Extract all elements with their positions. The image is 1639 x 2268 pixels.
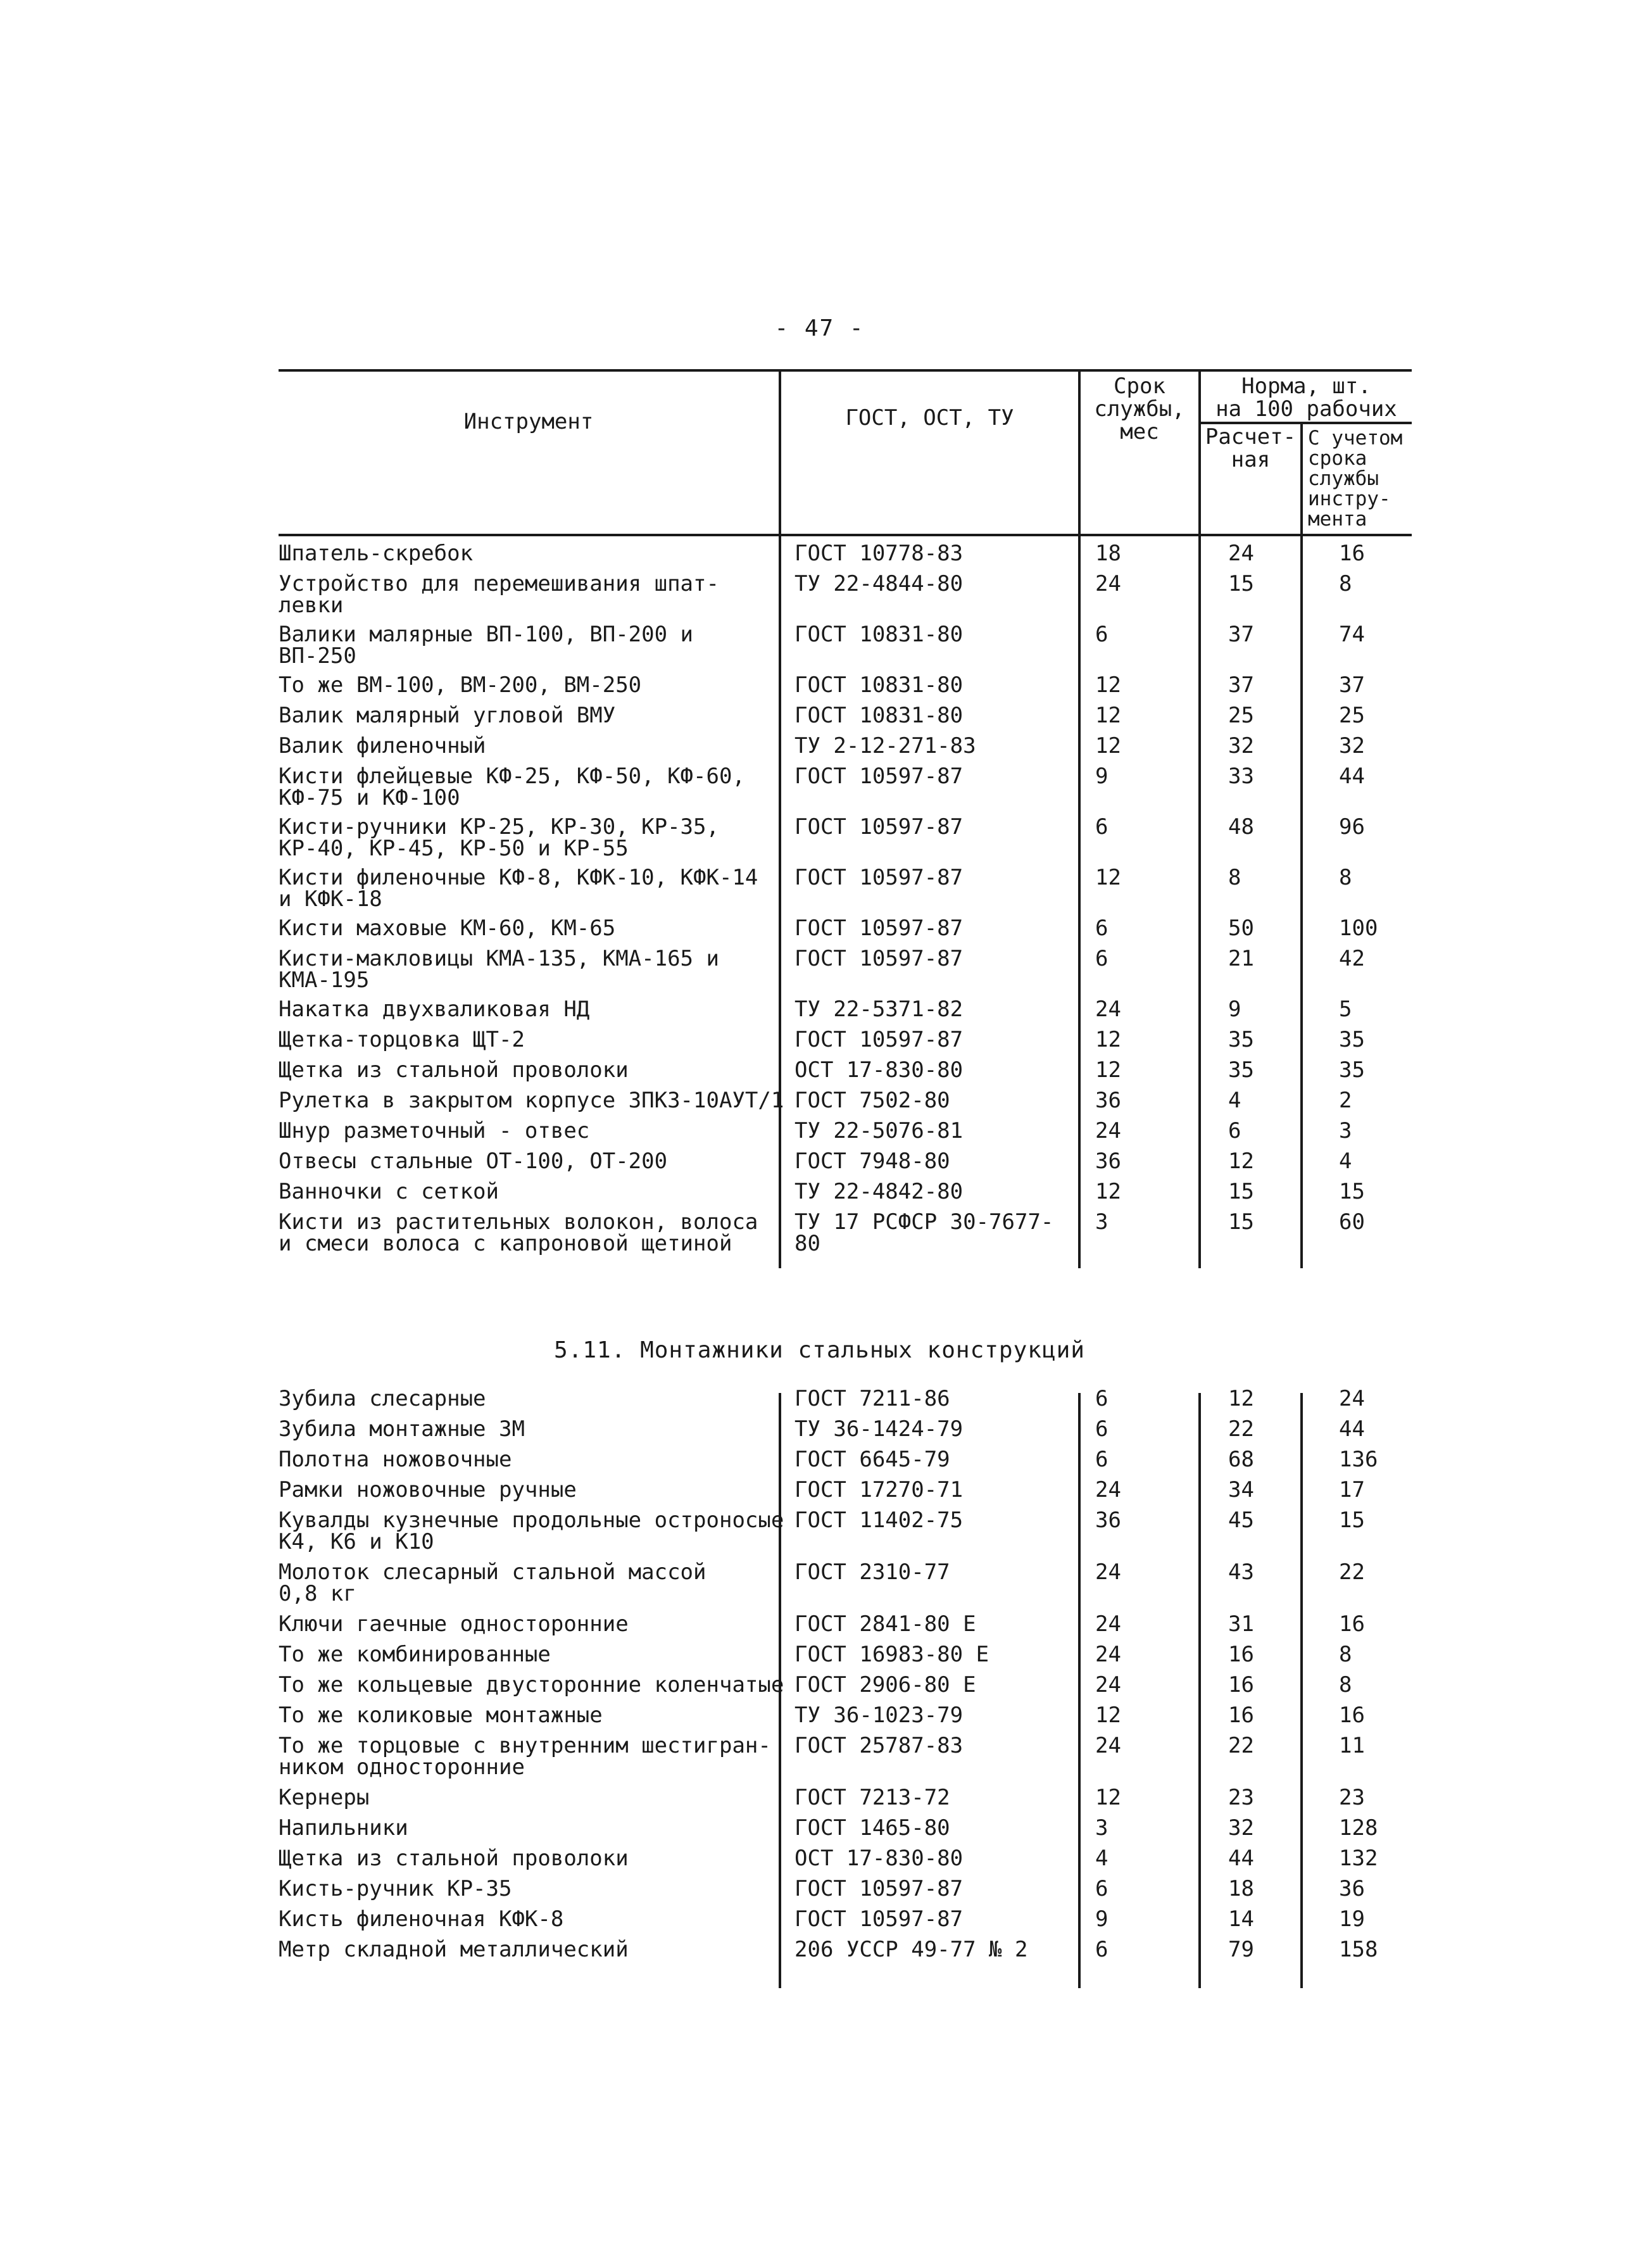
header-term: Срок службы, мес	[1094, 374, 1185, 444]
header-gost: ГОСТ, ОСТ, ТУ	[845, 405, 1014, 431]
norm-calculated: 43	[1228, 1559, 1254, 1585]
norm-calculated: 34	[1228, 1477, 1254, 1503]
standard-ref: ГОСТ 10597-87	[794, 916, 964, 941]
table2-col-line-3	[1198, 1393, 1201, 1988]
norm-calculated: 16	[1228, 1703, 1254, 1728]
norm-calculated: 12	[1228, 1386, 1254, 1411]
standard-ref: ГОСТ 10597-87	[794, 814, 964, 840]
norm-adjusted: 36	[1339, 1876, 1365, 1901]
norm-adjusted: 32	[1339, 733, 1365, 759]
standard-ref: ГОСТ 1465-80	[794, 1815, 950, 1841]
service-term: 12	[1095, 1785, 1121, 1810]
standard-ref: ГОСТ 7211-86	[794, 1386, 950, 1411]
standard-ref: ГОСТ 7948-80	[794, 1149, 950, 1174]
norm-adjusted: 132	[1339, 1846, 1378, 1871]
standard-ref: ТУ 2-12-271-83	[794, 733, 976, 759]
service-term: 6	[1095, 946, 1108, 971]
norm-calculated: 15	[1228, 1209, 1254, 1235]
norm-calculated: 35	[1228, 1057, 1254, 1083]
service-term: 6	[1095, 1416, 1108, 1442]
tool-name: Шнур разметочный - отвес	[279, 1118, 590, 1143]
tool-name: Кисти-ручники КР-25, КР-30, КР-35, КР-40, КР-45, КР-50 и КР-55	[279, 814, 719, 861]
standard-ref: ГОСТ 10597-87	[794, 946, 964, 971]
service-term: 6	[1095, 1386, 1108, 1411]
norm-calculated: 22	[1228, 1733, 1254, 1758]
service-term: 24	[1095, 997, 1121, 1022]
norm-calculated: 31	[1228, 1611, 1254, 1637]
standard-ref: ТУ 36-1023-79	[794, 1703, 964, 1728]
norm-adjusted: 100	[1339, 916, 1378, 941]
header-tool: Инструмент	[463, 409, 594, 434]
tool-name: Кисти филеночные КФ-8, КФК-10, КФК-14 и КФК-18	[279, 865, 758, 912]
norm-calculated: 25	[1228, 703, 1254, 728]
standard-ref: ГОСТ 10831-80	[794, 622, 964, 647]
standard-ref: ТУ 36-1424-79	[794, 1416, 964, 1442]
tool-name: Щетка-торцовка ЩТ-2	[279, 1027, 525, 1052]
norm-calculated: 16	[1228, 1672, 1254, 1698]
tool-name: Ванночки с сеткой	[279, 1179, 499, 1204]
header-calc: Расчет- ная	[1205, 424, 1297, 472]
service-term: 12	[1095, 672, 1121, 698]
service-term: 12	[1095, 1179, 1121, 1204]
tool-name: Накатка двухваликовая НД	[279, 997, 590, 1022]
norm-adjusted: 60	[1339, 1209, 1365, 1235]
table1-col-line-3	[1198, 369, 1201, 1268]
table1-top-rule	[279, 369, 1412, 372]
standard-ref: ГОСТ 10831-80	[794, 703, 964, 728]
norm-calculated: 22	[1228, 1416, 1254, 1442]
standard-ref: ГОСТ 10597-87	[794, 1876, 964, 1901]
service-term: 6	[1095, 622, 1108, 647]
norm-calculated: 16	[1228, 1642, 1254, 1667]
standard-ref: ГОСТ 2310-77	[794, 1559, 950, 1585]
standard-ref: ГОСТ 10831-80	[794, 672, 964, 698]
standard-ref: ГОСТ 6645-79	[794, 1447, 950, 1472]
norm-calculated: 15	[1228, 1179, 1254, 1204]
tool-name: То же коликовые монтажные	[279, 1703, 603, 1728]
standard-ref: ГОСТ 2906-80 Е	[794, 1672, 976, 1698]
service-term: 9	[1095, 1906, 1108, 1932]
norm-calculated: 35	[1228, 1027, 1254, 1052]
tool-name: Зубила монтажные ЗМ	[279, 1416, 525, 1442]
service-term: 24	[1095, 1642, 1121, 1667]
service-term: 6	[1095, 1937, 1108, 1962]
norm-calculated: 24	[1228, 541, 1254, 566]
tool-name: Полотна ножовочные	[279, 1447, 512, 1472]
standard-ref: ГОСТ 7502-80	[794, 1088, 950, 1113]
header-adjusted: С учетом срока службы инстру- мента	[1308, 427, 1403, 531]
standard-ref: ТУ 22-4844-80	[794, 571, 964, 596]
standard-ref: ОСТ 17-830-80	[794, 1846, 964, 1871]
norm-adjusted: 74	[1339, 622, 1365, 647]
tool-name: Кисть-ручник КР-35	[279, 1876, 512, 1901]
service-term: 24	[1095, 1118, 1121, 1143]
standard-ref: ГОСТ 10597-87	[794, 1906, 964, 1932]
standard-ref: ТУ 22-5076-81	[794, 1118, 964, 1143]
norm-calculated: 32	[1228, 733, 1254, 759]
service-term: 12	[1095, 865, 1121, 890]
norm-calculated: 50	[1228, 916, 1254, 941]
norm-adjusted: 37	[1339, 672, 1365, 698]
norm-calculated: 14	[1228, 1906, 1254, 1932]
tool-name: Щетка из стальной проволоки	[279, 1846, 629, 1871]
standard-ref: ГОСТ 16983-80 Е	[794, 1642, 989, 1667]
norm-calculated: 4	[1228, 1088, 1241, 1113]
norm-adjusted: 24	[1339, 1386, 1365, 1411]
service-term: 12	[1095, 733, 1121, 759]
norm-calculated: 23	[1228, 1785, 1254, 1810]
norm-adjusted: 8	[1339, 571, 1352, 596]
standard-ref: ГОСТ 2841-80 Е	[794, 1611, 976, 1637]
service-term: 12	[1095, 703, 1121, 728]
tool-name: Щетка из стальной проволоки	[279, 1057, 629, 1083]
norm-adjusted: 16	[1339, 1611, 1365, 1637]
service-term: 12	[1095, 1703, 1121, 1728]
norm-adjusted: 8	[1339, 1642, 1352, 1667]
service-term: 24	[1095, 1559, 1121, 1585]
norm-calculated: 48	[1228, 814, 1254, 840]
tool-name: Рулетка в закрытом корпусе ЗПКЗ-10АУТ/1	[279, 1088, 784, 1113]
norm-calculated: 8	[1228, 865, 1241, 890]
norm-adjusted: 16	[1339, 541, 1365, 566]
norm-adjusted: 4	[1339, 1149, 1352, 1174]
service-term: 24	[1095, 1672, 1121, 1698]
norm-adjusted: 19	[1339, 1906, 1365, 1932]
standard-ref: ТУ 22-4842-80	[794, 1179, 964, 1204]
norm-calculated: 12	[1228, 1149, 1254, 1174]
standard-ref: 206 УССР 49-77 № 2	[794, 1937, 1028, 1962]
norm-adjusted: 15	[1339, 1179, 1365, 1204]
service-term: 6	[1095, 916, 1108, 941]
norm-calculated: 15	[1228, 571, 1254, 596]
service-term: 36	[1095, 1149, 1121, 1174]
norm-adjusted: 11	[1339, 1733, 1365, 1758]
norm-adjusted: 136	[1339, 1447, 1378, 1472]
service-term: 24	[1095, 571, 1121, 596]
standard-ref: ОСТ 17-830-80	[794, 1057, 964, 1083]
tool-name: Молоток слесарный стальной массой 0,8 кг	[279, 1559, 706, 1606]
norm-adjusted: 158	[1339, 1937, 1378, 1962]
norm-adjusted: 16	[1339, 1703, 1365, 1728]
service-term: 6	[1095, 1876, 1108, 1901]
norm-adjusted: 8	[1339, 1672, 1352, 1698]
norm-calculated: 9	[1228, 997, 1241, 1022]
tool-name: Рамки ножовочные ручные	[279, 1477, 577, 1503]
service-term: 24	[1095, 1611, 1121, 1637]
norm-calculated: 68	[1228, 1447, 1254, 1472]
service-term: 36	[1095, 1508, 1121, 1533]
tool-name: Валик филеночный	[279, 733, 486, 759]
tool-name: Кисти флейцевые КФ-25, КФ-50, КФ-60, КФ-75 и КФ-100	[279, 764, 745, 810]
standard-ref: ТУ 22-5371-82	[794, 997, 964, 1022]
norm-adjusted: 44	[1339, 1416, 1365, 1442]
tool-name: Напильники	[279, 1815, 408, 1841]
norm-adjusted: 8	[1339, 865, 1352, 890]
tool-name: То же ВМ-100, ВМ-200, ВМ-250	[279, 672, 642, 698]
service-term: 24	[1095, 1733, 1121, 1758]
tool-name: Кисти из растительных волокон, волоса и смеси волоса с капроновой щетиной	[279, 1209, 758, 1256]
table1-header-bottom-rule	[279, 534, 1412, 536]
service-term: 36	[1095, 1088, 1121, 1113]
norm-adjusted: 2	[1339, 1088, 1352, 1113]
norm-adjusted: 35	[1339, 1057, 1365, 1083]
tool-name: Метр складной металлический	[279, 1937, 629, 1962]
norm-calculated: 45	[1228, 1508, 1254, 1533]
tool-name: Кисть филеночная КФК-8	[279, 1906, 564, 1932]
tool-name: Кернеры	[279, 1785, 370, 1810]
table2-col-line-2	[1078, 1393, 1081, 1988]
standard-ref: ГОСТ 10778-83	[794, 541, 964, 566]
section-title: 5.11. Монтажники стальных конструкций	[554, 1337, 1085, 1363]
standard-ref: ГОСТ 10597-87	[794, 1027, 964, 1052]
norm-adjusted: 17	[1339, 1477, 1365, 1503]
norm-calculated: 44	[1228, 1846, 1254, 1871]
tool-name: Валик малярный угловой ВМУ	[279, 703, 616, 728]
norm-adjusted: 42	[1339, 946, 1365, 971]
norm-adjusted: 44	[1339, 764, 1365, 789]
standard-ref: ГОСТ 10597-87	[794, 865, 964, 890]
tool-name: Отвесы стальные ОТ-100, ОТ-200	[279, 1149, 668, 1174]
norm-adjusted: 35	[1339, 1027, 1365, 1052]
standard-ref: ГОСТ 10597-87	[794, 764, 964, 789]
norm-adjusted: 22	[1339, 1559, 1365, 1585]
tool-name: Валики малярные ВП-100, ВП-200 и ВП-250	[279, 622, 694, 669]
service-term: 6	[1095, 1447, 1108, 1472]
norm-calculated: 6	[1228, 1118, 1241, 1143]
standard-ref: ГОСТ 17270-71	[794, 1477, 964, 1503]
standard-ref: ТУ 17 РСФСР 30-7677-80	[794, 1209, 1054, 1256]
tool-name: Кисти маховые КМ-60, КМ-65	[279, 916, 616, 941]
norm-adjusted: 25	[1339, 703, 1365, 728]
norm-adjusted: 5	[1339, 997, 1352, 1022]
tool-name: Кисти-макловицы КМА-135, КМА-165 и КМА-195	[279, 946, 719, 993]
service-term: 4	[1095, 1846, 1108, 1871]
norm-calculated: 33	[1228, 764, 1254, 789]
norm-calculated: 37	[1228, 622, 1254, 647]
tool-name: Кувалды кузнечные продольные остроносые К4, К6 и К10	[279, 1508, 784, 1554]
service-term: 18	[1095, 541, 1121, 566]
standard-ref: ГОСТ 11402-75	[794, 1508, 964, 1533]
service-term: 3	[1095, 1815, 1108, 1841]
tool-name: Устройство для перемешивания шпат- левки	[279, 571, 719, 618]
tool-name: Ключи гаечные односторонние	[279, 1611, 629, 1637]
page-number: - 47 -	[774, 315, 865, 341]
tool-name: То же кольцевые двусторонние коленчатые	[279, 1672, 784, 1698]
tool-name: Шпатель-скребок	[279, 541, 474, 566]
service-term: 6	[1095, 814, 1108, 840]
norm-calculated: 79	[1228, 1937, 1254, 1962]
norm-adjusted: 23	[1339, 1785, 1365, 1810]
norm-calculated: 32	[1228, 1815, 1254, 1841]
tool-name: То же торцовые с внутренним шестигран- ником односторонние	[279, 1733, 771, 1780]
service-term: 12	[1095, 1057, 1121, 1083]
service-term: 12	[1095, 1027, 1121, 1052]
tool-name: Зубила слесарные	[279, 1386, 486, 1411]
standard-ref: ГОСТ 7213-72	[794, 1785, 950, 1810]
norm-calculated: 21	[1228, 946, 1254, 971]
norm-calculated: 18	[1228, 1876, 1254, 1901]
table1-col-line-2	[1078, 369, 1081, 1268]
service-term: 3	[1095, 1209, 1108, 1235]
norm-adjusted: 128	[1339, 1815, 1378, 1841]
service-term: 24	[1095, 1477, 1121, 1503]
norm-adjusted: 15	[1339, 1508, 1365, 1533]
standard-ref: ГОСТ 25787-83	[794, 1733, 964, 1758]
norm-adjusted: 96	[1339, 814, 1365, 840]
service-term: 9	[1095, 764, 1108, 789]
header-norm: Норма, шт. на 100 рабочих	[1215, 374, 1397, 422]
norm-adjusted: 3	[1339, 1118, 1352, 1143]
norm-calculated: 37	[1228, 672, 1254, 698]
tool-name: То же комбинированные	[279, 1642, 551, 1667]
